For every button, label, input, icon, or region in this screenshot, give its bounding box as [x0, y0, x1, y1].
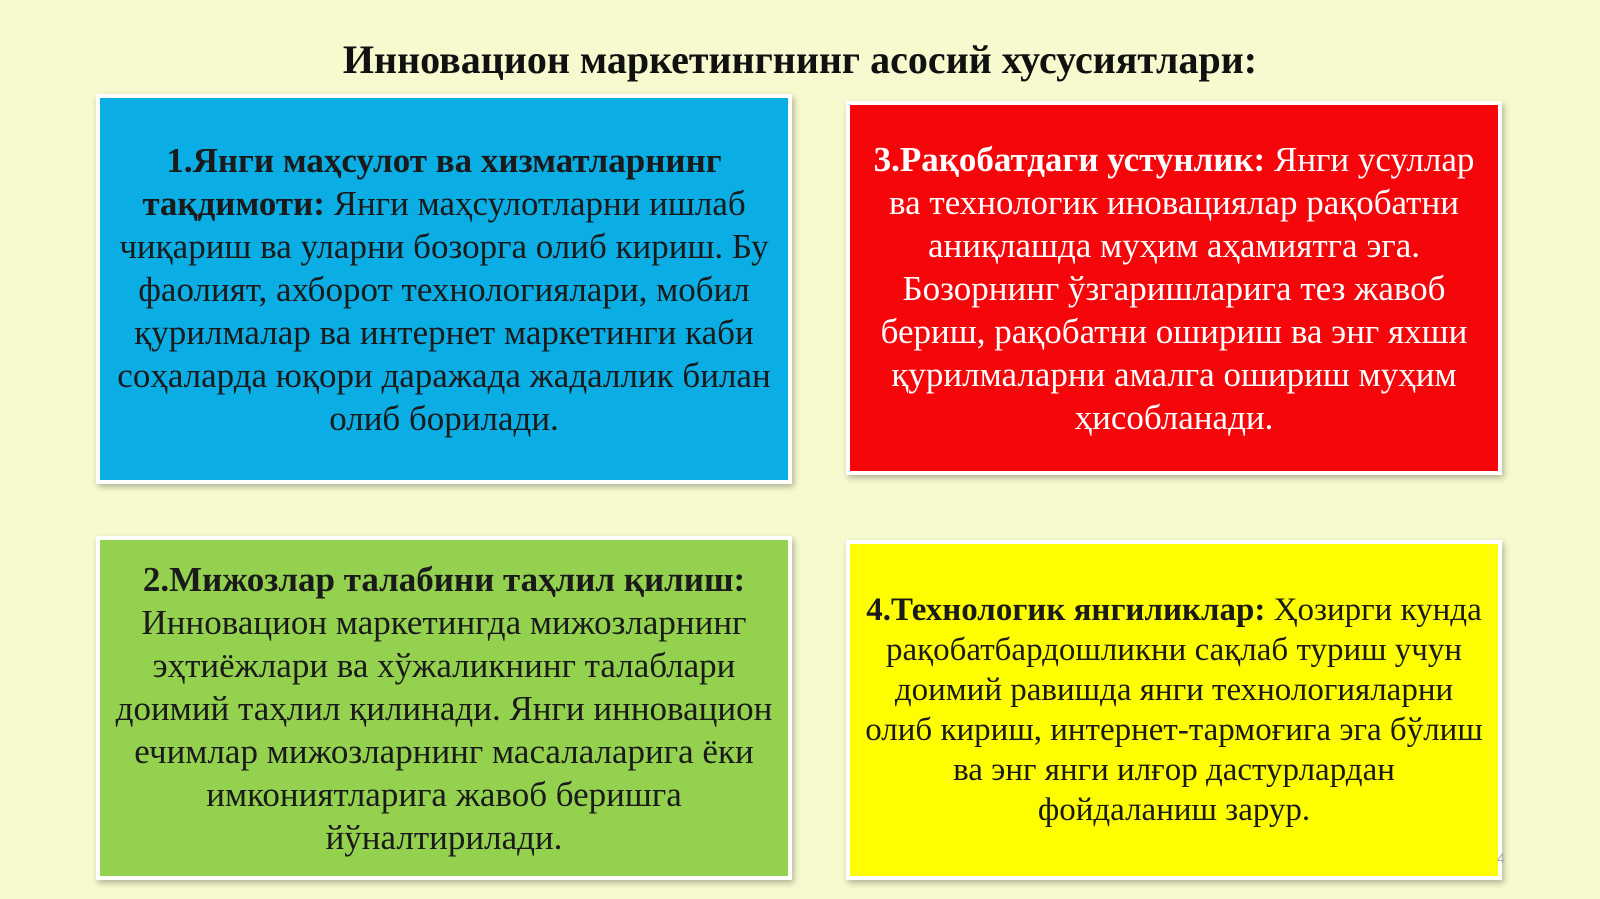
feature-card-customer-demand	[96, 536, 792, 880]
page-number: 4	[1497, 850, 1505, 866]
feature-card-tech-innovations	[846, 540, 1502, 880]
card-body: Янги маҳсулотларни ишлаб чиқариш ва уларни бозорга олиб кириш. Бу фаолият, ахборот технологиялари, мобил қурилмалар ва интернет маркетинги каби соҳаларда юқори даражада жадаллик билан олиб борилади.	[117, 183, 771, 438]
card-body: Ҳозирги кунда рақобатбардошликни сақлаб туриш учун доимий равишда янги технологияларни олиб кириш, интернет-тармоғига эга бўлиш ва энг янги илғор дастурлардан фойдаланиш зарур.	[865, 592, 1483, 828]
card-heading: 3.Рақобатдаги устунлик:	[873, 139, 1266, 179]
card-text	[114, 139, 774, 440]
card-heading: 2.Мижозлар талабини таҳлил қилиш:	[142, 559, 746, 599]
feature-card-competitive-advantage	[846, 101, 1502, 475]
card-text	[864, 138, 1484, 439]
card-body: Янги усуллар ва технологик иновациялар рақобатни аниқлашда муҳим аҳамиятга эга. Бозорнинг ўзгаришларига тез жавоб бериш, рақобатни ошириш ва энг яхши қурилмаларни амалга ошириш муҳим ҳисобланади.	[880, 139, 1475, 437]
card-body: Инновацион маркетингда мижозларнинг эҳтиёжлари ва хўжаликнинг талаблари доимий таҳлил қилинади. Янги инновацион ечимлар мижозларнинг масалаларига ёки имкониятларига жавоб беришга йўналтирилади.	[115, 602, 773, 857]
card-heading: 1.Янги маҳсулот ва хизматларнинг тақдимоти:	[142, 140, 722, 223]
feature-card-new-products	[96, 94, 792, 484]
card-heading: 4.Технологик янгиликлар:	[866, 592, 1266, 628]
slide-title: Инновацион маркетингнинг асосий хусусиятлари:	[342, 37, 1258, 82]
card-text	[114, 558, 774, 859]
card-text	[864, 590, 1484, 830]
